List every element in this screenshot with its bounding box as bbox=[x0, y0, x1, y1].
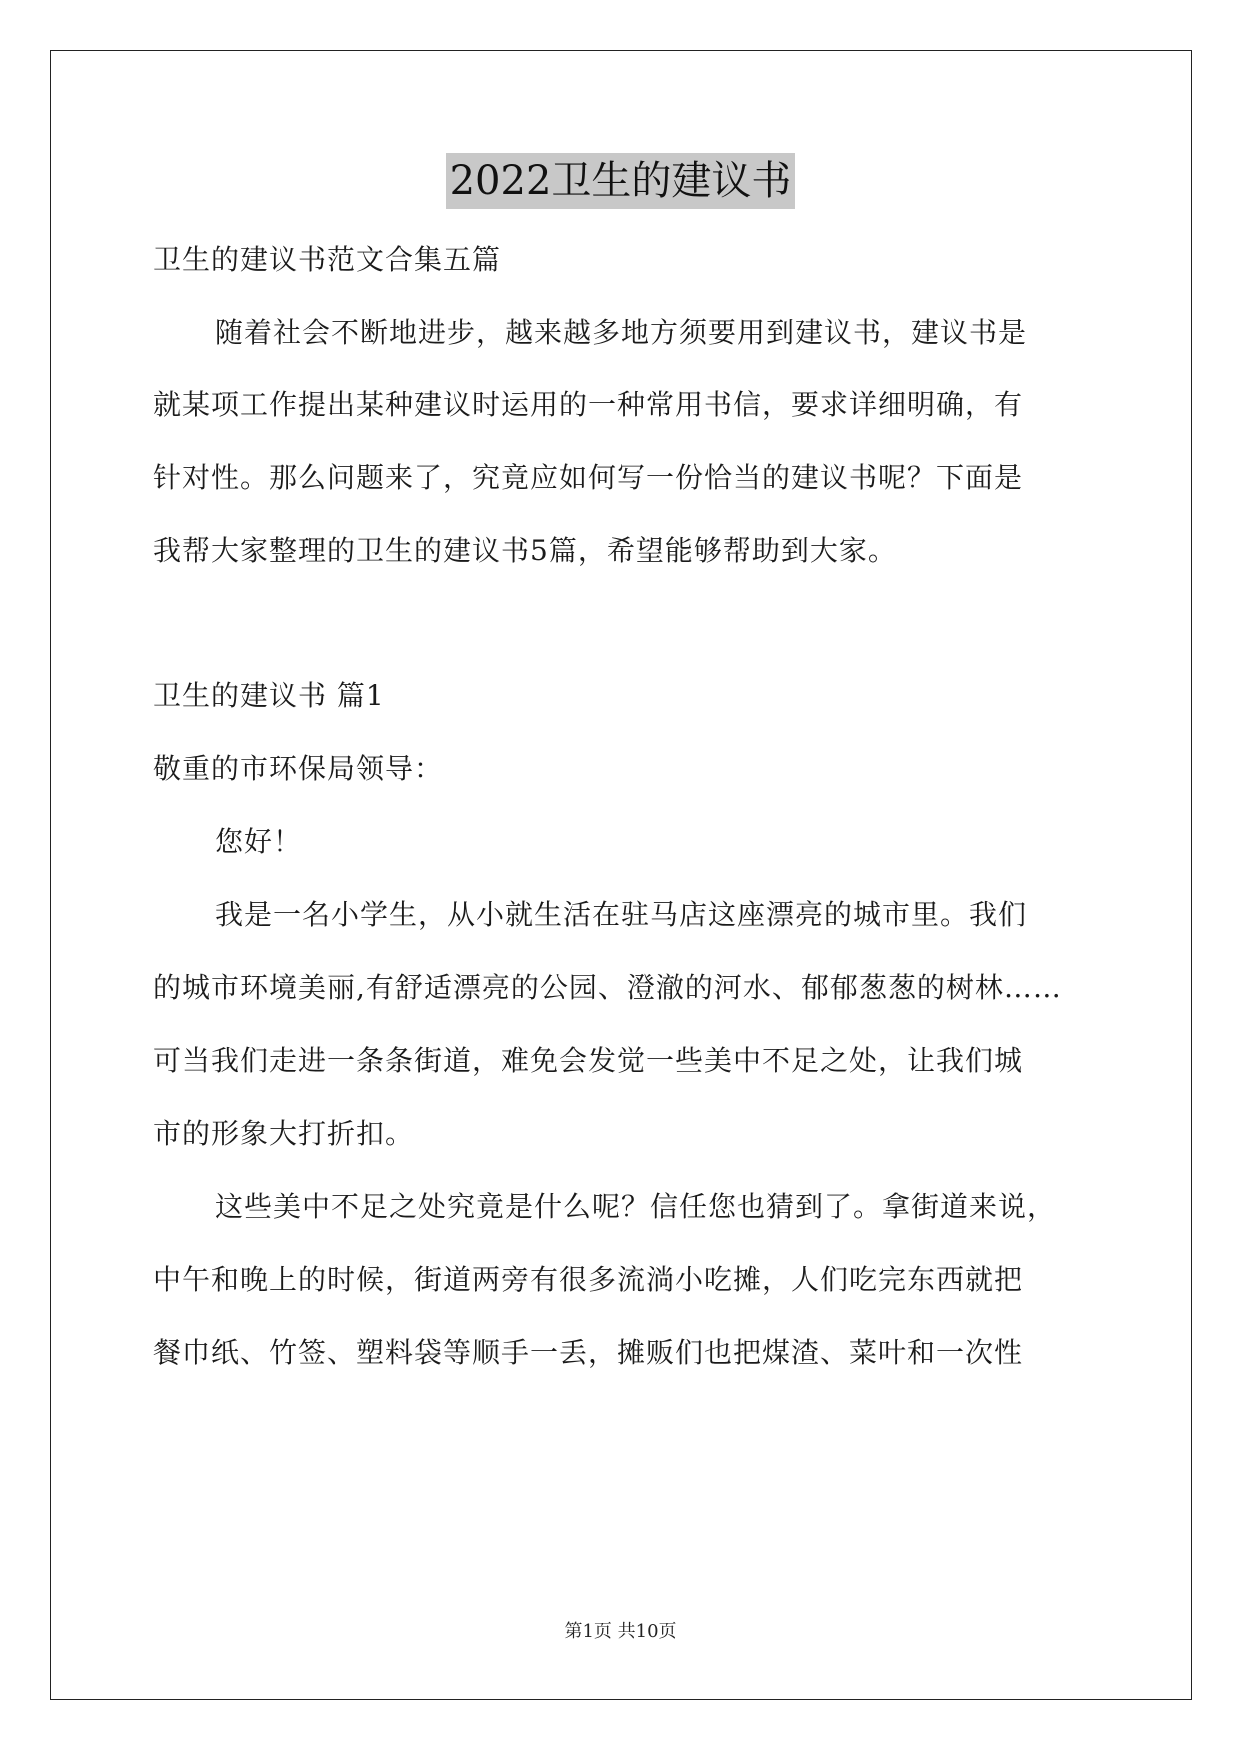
greeting-line: 您好！ bbox=[215, 825, 303, 858]
page-border bbox=[50, 50, 1192, 1700]
paragraph-line: 我是一名小学生，从小就生活在驻马店这座漂亮的城市里。我们 bbox=[215, 898, 1028, 931]
paragraph-line: 中午和晚上的时候，街道两旁有很多流淌小吃摊，人们吃完东西就把 bbox=[153, 1263, 1024, 1296]
subtitle-line: 卫生的建议书范文合集五篇 bbox=[153, 243, 502, 276]
page-number-footer: 第1页 共10页 bbox=[564, 1621, 677, 1642]
paragraph-line: 市的形象大打折扣。 bbox=[153, 1117, 415, 1150]
paragraph-line: 餐巾纸、竹签、塑料袋等顺手一丢，摊贩们也把煤渣、菜叶和一次性 bbox=[153, 1336, 1024, 1369]
paragraph-line: 可当我们走进一条条街道，难免会发觉一些美中不足之处，让我们城 bbox=[153, 1044, 1024, 1077]
paragraph-line: 这些美中不足之处究竟是什么呢？信任您也猜到了。拿街道来说， bbox=[215, 1190, 1057, 1223]
section-heading: 卫生的建议书 篇1 bbox=[153, 679, 385, 712]
title-container bbox=[0, 153, 1241, 209]
paragraph-line: 就某项工作提出某种建议时运用的一种常用书信，要求详细明确，有 bbox=[153, 388, 1024, 421]
paragraph-line: 我帮大家整理的卫生的建议书5篇，希望能够帮助到大家。 bbox=[153, 534, 897, 567]
paragraph-line: 的城市环境美丽,有舒适漂亮的公园、澄澈的河水、郁郁葱葱的树林…… bbox=[153, 971, 1062, 1004]
paragraph-line: 随着社会不断地进步，越来越多地方须要用到建议书，建议书是 bbox=[215, 316, 1028, 349]
paragraph-line: 针对性。那么问题来了，究竟应如何写一份恰当的建议书呢？下面是 bbox=[153, 461, 1024, 494]
salutation-line: 敬重的市环保局领导： bbox=[153, 752, 444, 785]
document-title: 2022卫生的建议书 bbox=[446, 153, 796, 209]
